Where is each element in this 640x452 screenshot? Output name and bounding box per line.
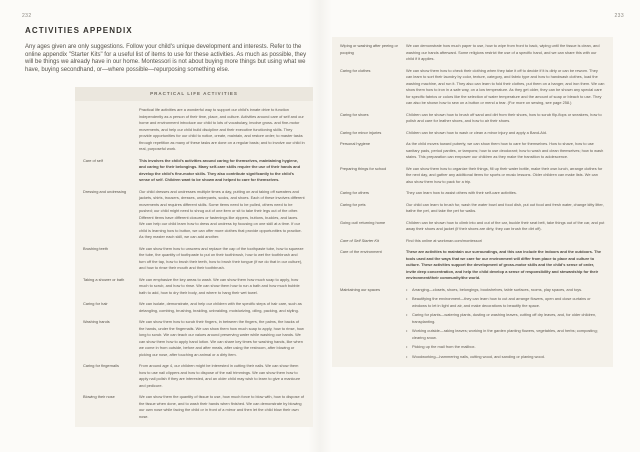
bullet-text: Picking up the mail from the mailbox.	[412, 344, 476, 349]
row-label: Caring for pets	[340, 201, 366, 207]
table-rows-left	[83, 107, 305, 420]
bullet-text: Beautifying the environment—they can learn how to cut and arrange flowers, open and close curtains or windows to let in light and air, and make decorations to beautify the space.	[412, 296, 591, 308]
practical-life-table-left	[75, 87, 313, 427]
table-row	[83, 301, 305, 314]
bullet-item	[406, 328, 605, 341]
row-label: Maintaining our spaces	[340, 286, 381, 292]
table-row	[83, 189, 305, 241]
row-text: These are activities to maintain our surroundings, and this can include the indoors and the outdoors. The tools used and the ways that we care for our environment will differ from place to place and culture to culture. These activities support the development of gross-motor skills and the child's sense of order, invite deep concentration, and help the child develop a sense of responsibility and stewardship for their environment/their community/the world.	[406, 249, 601, 280]
row-label: Dressing and undressing	[83, 188, 127, 194]
row-label: Caring for others	[340, 190, 369, 195]
row-label: Caring for minor injuries	[340, 129, 382, 135]
row-label: Caring for clothes	[340, 67, 371, 73]
table-row	[340, 249, 605, 282]
bullet-item	[406, 344, 605, 351]
table-row	[83, 394, 305, 420]
bullet-text: Arranging—closets, shoes, belongings, bookshelves, table surfaces, rooms, play spaces, and toys.	[412, 286, 583, 292]
bullet-text: Working outside—raking leaves; working in the garden planting flowers, vegetables, and herbs; composting; clearing snow.	[412, 328, 598, 340]
table-rows-right	[340, 43, 605, 360]
row-label: Going out/ returning home	[340, 219, 386, 225]
row-text: Practical life activities are a wonderful way to support our child's innate drive to function independently as a person of their time, place, and culture. Activities around care of self and our home and environment introduce our child to lots of vocabulary, involve gross- and fine-motor movements, and help our child build discipline and their executive functioning skills. They provide opportunities for our child to notice, create, maintain, and restore order; to master tasks through repetition as many of these tasks are done on a regular basis; and to involve our child in real, purposeful work.	[139, 107, 305, 151]
bullet-item	[406, 354, 605, 361]
table-row	[83, 107, 305, 153]
row-text: We can show them how to scrub their fingers, in between the fingers, the palms, the backs of the hands, under the fingernails. We can show them how much soap to apply, how to rinse, how long to scrub. We can teach our values around preserving water while washing our hands. We can show them how to apply hand lotion. We can share key times for washing hands, like when we come in from outside, before and after meals, after using the restroom, after blowing or picking our nose, after touching an animal or a dirty item.	[139, 319, 304, 357]
table-row	[340, 202, 605, 215]
table-row	[83, 319, 305, 358]
table-row	[340, 190, 605, 197]
page-title: ACTIVITIES APPENDIX	[25, 26, 133, 35]
bullet-marker-icon: •	[406, 353, 408, 359]
table-section-header: PRACTICAL LIFE ACTIVITIES	[75, 87, 313, 101]
table-row	[340, 130, 605, 137]
table-row	[83, 277, 305, 297]
row-text: We can demonstrate how much paper to use, how to wipe from front to back, wiping until the tissue is clean, and washing our hands afterward. Some religions restrict the use of a specific hand, and we can share this with our child if it applies.	[406, 43, 600, 61]
page-number-left: 232	[22, 13, 32, 19]
row-text	[406, 287, 605, 361]
row-label: Blowing their nose	[83, 394, 115, 399]
row-text: As the child moves toward puberty, we can show them how to care for themselves. How to shave, how to use sanitary pads, period panties, or tampons; how to use deodorant; how to wash and clean themselves; how to wash stains. This preparation can empower our children as they make the transition to adolescence.	[406, 141, 604, 159]
row-label: Care of Self Starter Kit	[340, 237, 379, 243]
row-label: Taking a shower or bath	[83, 276, 125, 282]
intro-paragraph: Any ages given are only suggestions. Follow your child's unique development and interests. Refer to the online appendix "Starter Kits" for a useful list of items to use for these activities. As much as possible, they will be things we already have in our home. Montessori is not about buying more things but using what we have, buying secondhand, or—where possible—repurposing something else.	[25, 44, 307, 74]
row-label: Caring for fingernails	[83, 363, 119, 368]
row-text: We can isolate, demonstrate, and help our children with the specific steps of hair care, such as detangling, combing, brushing, braiding, unbraiding, moisturizing, oiling, packing, and styling.	[139, 301, 302, 313]
bullet-marker-icon: •	[406, 344, 408, 349]
table-row	[340, 287, 605, 361]
page-number-right: 233	[614, 13, 624, 19]
row-label: Brushing teeth	[83, 245, 109, 251]
bullet-item	[406, 312, 605, 325]
row-text: We can show them the quantity of tissue to use, how much force to blow with, how to dispose of the tissue when done, and to wash their hands when finished. We can demonstrate by blowing our own nose while facing the child or in front of a mirror and then let the child blow their own nose.	[139, 394, 304, 419]
row-text: Children can be shown how to climb into and out of the car, buckle their seat belt, take things out of the car, and put away their shoes and jacket (if their shoes are dirty, they can brush the dirt off).	[406, 219, 605, 231]
table-row	[340, 68, 605, 107]
row-text: This involves the child's activities around caring for themselves, maintaining hygiene, and caring for their belongings. Many self-care skills require the use of their hands and develop the child's fine-motor skills. They also contribute significantly to the child's sense of self. Children want to be shown and helped to care for themselves.	[139, 157, 301, 182]
row-text: We can show them how to check their clothing when they take it off to decide if it is dirty or can be reworn. They can learn to sort their laundry by color, texture, category, and fabric type and how to handwash clothes, load the washing machine, and run it. They also can learn to fold their clothes, put them on a hanger, and iron them. We can show them how to iron in a safe way, on a low temperature. As they get older, they can be shown any special care for specific fabrics or colors like the selection of water temperature and the amount of soap or bleach to use. They can also be shown how to sew on a button or mend a tear. (For more on sewing, see page 258.)	[406, 67, 605, 105]
table-row	[340, 141, 605, 161]
table-row	[83, 363, 305, 389]
table-row	[340, 112, 605, 125]
row-text: Our child can learn to brush fur, wash the water bowl and food dish, put out food and fresh water, change kitty litter, bathe the pet, and take the pet for walks.	[406, 201, 604, 213]
row-label: Caring for shoes	[340, 111, 369, 117]
row-text: We can emphasize the key areas to wash. We can show them how much soap to apply, how much to scrub, and how to rinse. We can show them how to run a bath and how much bubble bath to add, how to dry their body, and where to hang their wet towel.	[139, 276, 300, 295]
bullet-item	[406, 296, 605, 309]
bullet-text: Caring for plants—watering plants, dusting or washing leaves, cutting off dry leaves, and, for older children, transplanting.	[412, 312, 597, 324]
practical-life-table-right	[332, 37, 613, 367]
row-label: Caring for hair	[83, 301, 108, 306]
table-row	[83, 158, 305, 184]
bullet-text: Woodworking—hammering nails, cutting wood, and sanding or planing wood.	[412, 353, 545, 359]
bullet-item	[406, 287, 605, 294]
row-text: Find this online at workman.com/montessori	[406, 237, 482, 243]
table-row	[340, 220, 605, 233]
row-label: Washing hands	[83, 319, 110, 324]
row-text: We can show them how to organize their things, fill up their water bottle, make their own lunch, arrange clothes for the next day, and gather any additional items for sports or music lessons. Older children can make lists. We can also show them how to pack for a trip.	[406, 165, 603, 184]
row-text: They can learn how to assist others with their self-care activities.	[406, 190, 517, 195]
bullet-marker-icon: •	[406, 286, 408, 292]
row-label: Care of the environment	[340, 249, 382, 254]
row-label: Care of self	[83, 157, 103, 163]
bullet-marker-icon: •	[406, 296, 408, 301]
row-text: We can show them how to unscrew and replace the cap of the toothpaste tube, how to squeeze the tube, the quantity of toothpaste to put on their toothbrush, how to wet the toothbrush and turn off the tap, how to brush their teeth, how to brush their tongue (if we do that in our culture), and how to rinse their mouth and their toothbrush.	[139, 245, 304, 270]
row-label	[83, 107, 139, 153]
row-text: Children can be shown how to brush off sand and dirt from their shoes, how to scrub flip-flops or sneakers, how to polish and care for leather shoes, and how to air their shoes.	[406, 111, 602, 123]
bullet-marker-icon: •	[406, 328, 408, 333]
row-text: Our child dresses and undresses multiple times a day, putting on and taking off sweaters and jackets, shirts, trousers, dresses, underpants, socks, and shoes. Each of these involves different movements and requires different skills. Some items need to be pulled, others need to be pushed; our child might need to shrug out of one item or sit to take their legs out of the other. Different items have different closures or fastenings like zippers, buttons, buckles, and laces. We can help our child learn how to dress and undress by focusing on one skill at a time. If our child is learning how to button, we can offer more clothes that provide opportunities to practice. As they master each skill, we can add another.	[139, 188, 305, 239]
row-label: Personal hygiene	[340, 141, 371, 146]
table-row	[340, 43, 605, 63]
row-label: Wiping or washing after peeing or pooping	[340, 43, 398, 55]
bullet-marker-icon: •	[406, 312, 408, 317]
row-text: Children can be shown how to wash or clean a minor injury and apply a Band-Aid.	[406, 129, 548, 135]
table-row	[340, 166, 605, 186]
table-row	[340, 238, 605, 245]
row-text: From around age 4, our children might be interested in cutting their nails. We can show them how to use nail clippers and how to dispose of the nail trimmings. We can show them how to apply nail polish if they are interested, and an older child may wish to learn to give a manicure and pedicure.	[139, 363, 301, 388]
table-row	[83, 246, 305, 272]
row-label: Preparing things for school	[340, 165, 387, 171]
